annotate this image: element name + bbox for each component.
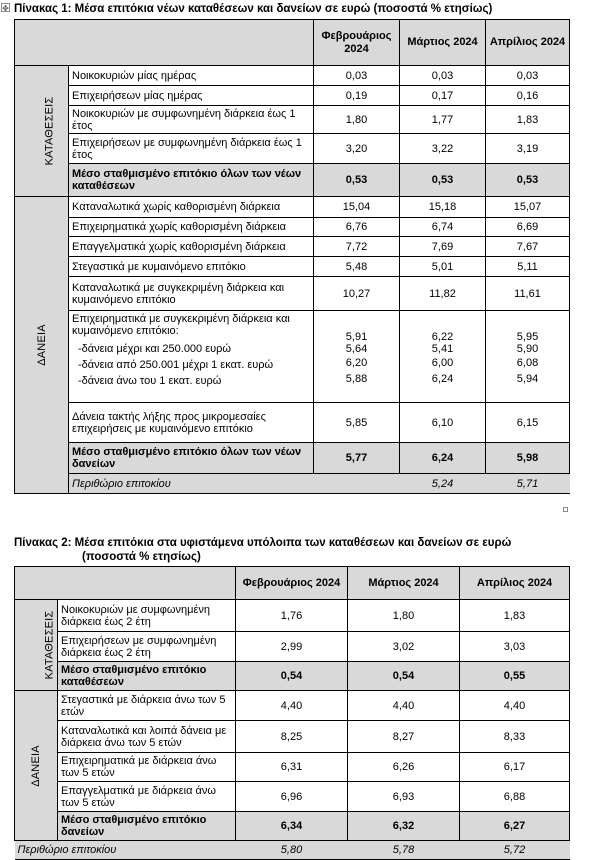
row-label: Επιχειρηματικά χωρίς καθορισμένη διάρκεια — [69, 218, 314, 237]
row-label-group — [69, 311, 314, 403]
deposits-avg-row — [15, 164, 570, 197]
cell-value: 3,20 — [314, 134, 400, 164]
cell-value: 8,27 — [348, 721, 460, 753]
business-loans-group-row — [15, 311, 570, 403]
cell-value: 6,10 — [400, 403, 486, 443]
header-col-mar: Μάρτιος 2024 — [400, 20, 486, 66]
table-row — [15, 632, 570, 662]
header-col-feb: Φεβρουάριος 2024 — [236, 567, 348, 600]
cell-value: 6,15 — [486, 403, 570, 443]
table-row — [15, 237, 570, 257]
cell-value: 1,76 — [236, 600, 348, 632]
margin-row — [15, 841, 570, 860]
table-row — [15, 66, 570, 86]
header-blank — [15, 20, 314, 66]
header-col-feb: Φεβρουάριος 2024 — [314, 20, 400, 66]
table-row — [15, 691, 570, 721]
cell-value: 5,72 — [460, 841, 570, 860]
cell-value: 0,53 — [314, 164, 400, 197]
cell-value: 5,01 — [400, 257, 486, 277]
cell-value: 4,40 — [236, 691, 348, 721]
cell-value: 15,18 — [400, 197, 486, 218]
cell-value: 11,82 — [400, 277, 486, 311]
table-row — [15, 753, 570, 782]
header-col-apr: Απρίλιος 2024 — [486, 20, 570, 66]
cell-value: 4,40 — [348, 691, 460, 721]
cell-value: 0,55 — [460, 662, 570, 691]
cell-value: 6,31 — [236, 753, 348, 782]
cell-value: 3,02 — [348, 632, 460, 662]
cell-value: 6,34 — [236, 812, 348, 841]
loans-side-label: ΔΑΝΕΙΑ — [15, 691, 58, 841]
cell-value: 0,54 — [236, 662, 348, 691]
cell-value: 8,25 — [236, 721, 348, 753]
table1-title: Πίνακας 1: Μέσα επιτόκια νέων καταθέσεων και δανείων σε ευρώ (ποσοστά % ετησίως) — [14, 3, 493, 15]
cell-value: 0,03 — [314, 66, 400, 86]
cell-value: 1,77 — [400, 106, 486, 134]
cell-value: 0,54 — [348, 662, 460, 691]
cell-value: 5,71 — [486, 474, 570, 494]
header-col-apr: Απρίλιος 2024 — [460, 567, 570, 600]
row-label: Μέσο σταθμισμένο επιτόκιο όλων των νέων καταθέσεων — [69, 164, 314, 197]
loans-avg-row — [15, 443, 570, 474]
table-resize-handle[interactable] — [563, 507, 568, 512]
table-row — [15, 106, 570, 134]
row-label: Καταναλωτικά και λοιπά δάνεια με διάρκεια άνω των 5 ετών — [58, 721, 236, 753]
cell-value: 0,17 — [400, 86, 486, 106]
table2 — [14, 566, 570, 860]
cell-value: 0,53 — [400, 164, 486, 197]
cell-value: 1,83 — [460, 600, 570, 632]
header-blank — [15, 567, 236, 600]
table-row — [15, 257, 570, 277]
cell-value: 1,83 — [486, 106, 570, 134]
loans-avg-row — [15, 812, 570, 841]
cell-value: 3,22 — [400, 134, 486, 164]
row-label: Νοικοκυριών με συμφωνημένη διάρκεια έως 1 έτος — [69, 106, 314, 134]
deposits-avg-row — [15, 662, 570, 691]
cell-value-group: 5,95 5,90 6,08 5,94 — [486, 311, 570, 403]
cell-value: 0,16 — [486, 86, 570, 106]
row-label: Επιχειρηματικά με διάρκεια άνω των 5 ετών — [58, 753, 236, 782]
cell-value: 7,69 — [400, 237, 486, 257]
cell-value: 10,27 — [314, 277, 400, 311]
cell-value: 1,80 — [314, 106, 400, 134]
cell-value: 5,85 — [314, 403, 400, 443]
cell-value: 11,61 — [486, 277, 570, 311]
cell-value: 6,74 — [400, 218, 486, 237]
table-row — [15, 134, 570, 164]
row-label: Στεγαστικά με κυμαινόμενο επιτόκιο — [69, 257, 314, 277]
deposits-side-label: ΚΑΤΑΘΕΣΕΙΣ — [15, 600, 58, 691]
sub-label: -δάνεια άνω του 1 εκατ. ευρώ — [78, 375, 222, 387]
cell-value: 5,77 — [314, 443, 400, 474]
table-row — [15, 782, 570, 812]
cell-value: 0,03 — [400, 66, 486, 86]
margin-label: Περιθώριο επιτοκίου — [69, 474, 400, 494]
cell-value: 15,07 — [486, 197, 570, 218]
table2-header-row — [15, 567, 570, 600]
cell-value-group: 5,91 5,64 6,20 5,88 — [314, 311, 400, 403]
cell-value: 6,32 — [348, 812, 460, 841]
cell-value: 5,80 — [236, 841, 348, 860]
cell-value: 2,99 — [236, 632, 348, 662]
row-label: Επιχειρήσεων με συμφωνημένη διάρκεια έως 2 έτη — [58, 632, 236, 662]
cell-value: 6,27 — [460, 812, 570, 841]
table-row — [15, 721, 570, 753]
table2-title-line1: Πίνακας 2: Μέσα επιτόκια στα υφιστάμενα υπόλοιπα των καταθέσεων και δανείων σε ευρώ — [14, 537, 512, 549]
loans-side-label: ΔΑΝΕΙΑ — [15, 197, 69, 494]
cell-value: 3,19 — [486, 134, 570, 164]
cell-value: 0,03 — [486, 66, 570, 86]
cell-value: 5,11 — [486, 257, 570, 277]
table1-header-row — [15, 20, 570, 66]
table-row — [15, 277, 570, 311]
cell-value: 0,53 — [486, 164, 570, 197]
cell-value: 8,33 — [460, 721, 570, 753]
row-label: Στεγαστικά με διάρκεια άνω των 5 ετών — [58, 691, 236, 721]
cell-value: 6,24 — [400, 443, 486, 474]
cell-value: 6,88 — [460, 782, 570, 812]
table-row — [15, 600, 570, 632]
row-label: Δάνεια τακτής λήξης προς μικρομεσαίες επιχειρήσεις με κυμαινόμενο επιτόκιο — [69, 403, 314, 443]
cell-value: 7,67 — [486, 237, 570, 257]
header-col-mar: Μάρτιος 2024 — [348, 567, 460, 600]
cell-value: 4,40 — [460, 691, 570, 721]
row-label: Επιχειρήσεων μίας ημέρας — [69, 86, 314, 106]
sub-label: -δάνεια από 250.001 μέχρι 1 εκατ. ευρώ — [78, 359, 274, 371]
row-label: Επαγγελματικά χωρίς καθορισμένη διάρκεια — [69, 237, 314, 257]
cell-value: 1,80 — [348, 600, 460, 632]
row-label: Καταναλωτικά με συγκεκριμένη διάρκεια και κυμαινόμενο επιτόκιο — [69, 277, 314, 311]
table-row — [15, 403, 570, 443]
margin-label: Περιθώριο επιτοκίου — [15, 841, 236, 860]
row-label: Επαγγελματικά με διάρκεια άνω των 5 ετών — [58, 782, 236, 812]
row-label: Επιχειρήσεων με συμφωνημένη διάρκεια έως 1 έτος — [69, 134, 314, 164]
cell-value: 6,96 — [236, 782, 348, 812]
sub-label: -δάνεια μέχρι και 250.000 ευρώ — [78, 343, 231, 355]
row-label: Καταναλωτικά χωρίς καθορισμένη διάρκεια — [69, 197, 314, 218]
cell-value: 6,93 — [348, 782, 460, 812]
cell-value: 5,78 — [348, 841, 460, 860]
cell-value: 5,98 — [486, 443, 570, 474]
cell-value: 6,76 — [314, 218, 400, 237]
cell-value: 7,72 — [314, 237, 400, 257]
cell-value: 0,19 — [314, 86, 400, 106]
row-label: Μέσο σταθμισμένο επιτόκιο δανείων — [58, 812, 236, 841]
table1 — [14, 19, 570, 494]
cell-value: 6,26 — [348, 753, 460, 782]
table-move-handle-icon[interactable]: ✥ — [2, 4, 9, 13]
cell-value: 5,48 — [314, 257, 400, 277]
row-label: Μέσο σταθμισμένο επιτόκιο όλων των νέων δανείων — [69, 443, 314, 474]
table-row — [15, 197, 570, 218]
group-label: Επιχειρηματικά με συγκεκριμένη διάρκεια και κυμαινόμενο επιτόκιο: — [72, 313, 290, 337]
cell-value: 5,24 — [400, 474, 486, 494]
table-row — [15, 86, 570, 106]
cell-value: 6,69 — [486, 218, 570, 237]
table-row — [15, 218, 570, 237]
cell-value: 6,17 — [460, 753, 570, 782]
row-label: Νοικοκυριών μίας ημέρας — [69, 66, 314, 86]
cell-value-group: 6,22 5,41 6,00 6,24 — [400, 311, 486, 403]
table2-title-line2: (ποσοστά % ετησίως) — [82, 551, 201, 563]
row-label: Μέσο σταθμισμένο επιτόκιο καταθέσεων — [58, 662, 236, 691]
cell-value: 3,03 — [460, 632, 570, 662]
row-label: Νοικοκυριών με συμφωνημένη διάρκεια έως 2 έτη — [58, 600, 236, 632]
margin-row — [15, 474, 570, 494]
deposits-side-label: ΚΑΤΑΘΕΣΕΙΣ — [15, 66, 69, 197]
cell-value: 15,04 — [314, 197, 400, 218]
